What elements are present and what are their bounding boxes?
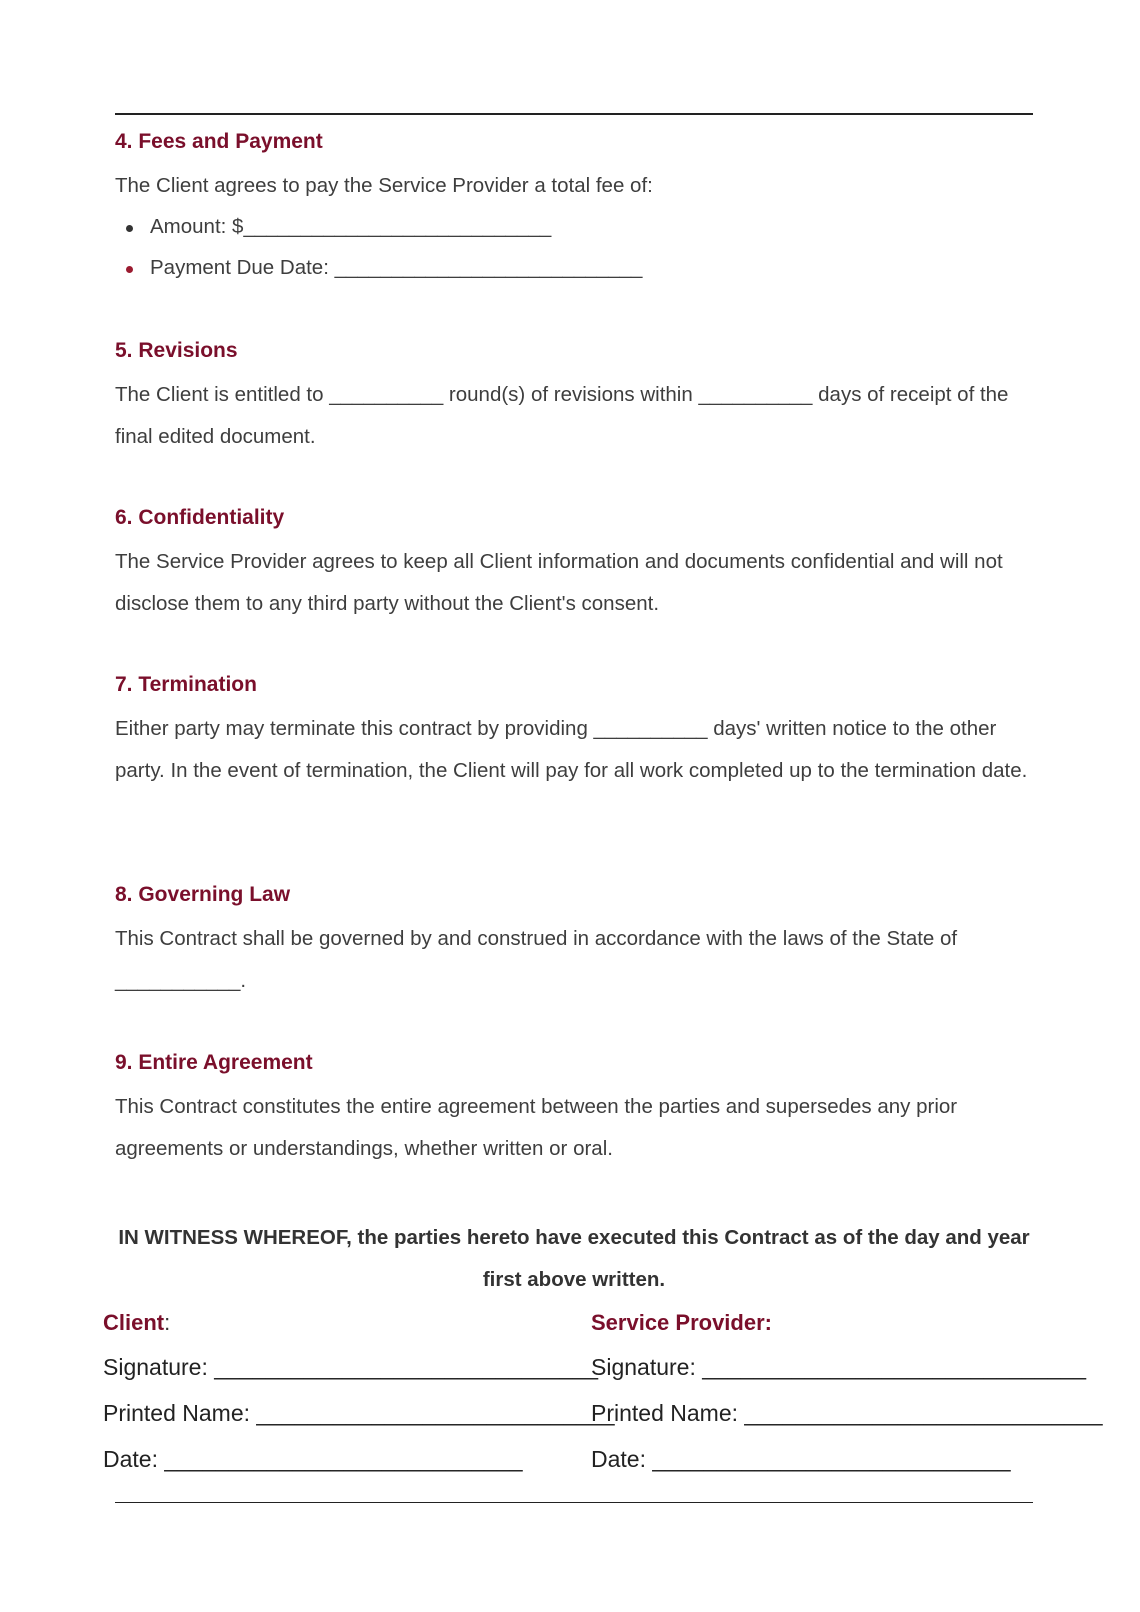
client-printed-name-line: Printed Name: ____________________________ xyxy=(103,1400,615,1426)
termination-body: Either party may terminate this contract by providing __________ days' written notice to the other party. In the event of termination, the Client will pay for all work completed up to the termination date. xyxy=(115,717,1028,782)
client-label-colon: : xyxy=(164,1310,171,1335)
revisions-body: The Client is entitled to __________ round(s) of revisions within __________ days of receipt of the final edited document. xyxy=(115,383,1009,448)
confidentiality-body: The Service Provider agrees to keep all Client information and documents confidential and will not disclose them to any third party without the Client's consent. xyxy=(115,550,1003,615)
governing-law-body: This Contract shall be governed by and construed in accordance with the laws of the State of ___________. xyxy=(115,927,958,992)
entire-agreement-heading: 9. Entire Agreement xyxy=(115,1051,313,1074)
provider-printed-name-line: Printed Name: ____________________________ xyxy=(591,1400,1103,1426)
bullet-icon xyxy=(126,225,133,232)
revisions-heading: 5. Revisions xyxy=(115,339,238,362)
bottom-divider xyxy=(115,1502,1033,1503)
fees-intro: The Client agrees to pay the Service Provider a total fee of: xyxy=(115,174,653,197)
fees-heading: 4. Fees and Payment xyxy=(115,130,323,153)
termination-heading: 7. Termination xyxy=(115,673,257,696)
provider-date-line: Date: ____________________________ xyxy=(591,1446,1011,1472)
client-signature-line: Signature: ______________________________ xyxy=(103,1354,598,1380)
top-divider xyxy=(115,113,1033,115)
provider-label-colon: : xyxy=(764,1310,772,1335)
client-label-text: Client xyxy=(103,1310,165,1335)
entire-agreement-body: This Contract constitutes the entire agreement between the parties and supersedes any prior agreements or understandings, whether written or oral. xyxy=(115,1095,958,1160)
witness-statement: IN WITNESS WHEREOF, the parties hereto have executed this Contract as of the day and year first above written. xyxy=(118,1226,1030,1291)
client-label xyxy=(103,1310,170,1336)
provider-signature-line: Signature: ______________________________ xyxy=(591,1354,1086,1380)
provider-label-text: Service Provider xyxy=(591,1310,765,1335)
provider-label xyxy=(591,1310,772,1336)
governing-law-heading: 8. Governing Law xyxy=(115,883,291,906)
confidentiality-heading: 6. Confidentiality xyxy=(115,506,285,529)
fees-due-date-item: Payment Due Date: ___________________________ xyxy=(150,256,643,279)
bullet-icon xyxy=(126,266,133,273)
client-date-line: Date: ____________________________ xyxy=(103,1446,523,1472)
fees-amount-item: Amount: $___________________________ xyxy=(150,215,552,238)
